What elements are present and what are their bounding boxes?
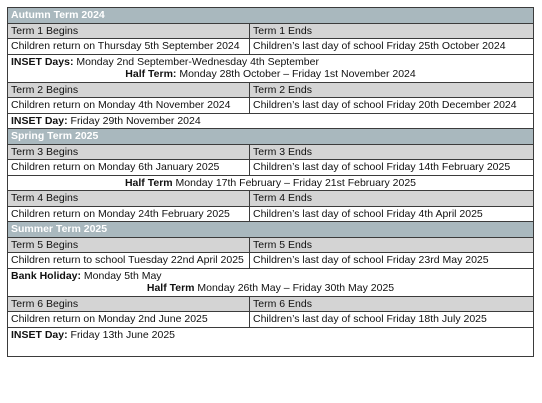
autumn-half-term-note [11,68,530,81]
term-2-ends-label: Term 2 Ends [250,82,534,98]
bank-holiday-text: Monday 5th May [81,269,162,282]
term-5-ends-date: Children’s last day of school Friday 23rd May 2025 [250,253,534,269]
summer-term-title: Summer Term 2025 [8,222,534,238]
half-term-label: Half Term: [125,68,177,80]
summer-notes-cell [8,268,534,296]
inset-day-label: INSET Day: [11,114,68,127]
autumn-inset-day-row [8,113,534,129]
term-5-ends-label: Term 5 Ends [250,237,534,253]
term-6-header-row [8,296,534,312]
summer-inset-day-row [8,327,534,357]
term-4-header-row [8,191,534,207]
bank-holiday-label: Bank Holiday: [11,269,82,282]
summer-inset-day-note [8,327,534,357]
term-3-header-row [8,144,534,160]
autumn-inset-day-note [8,113,534,129]
term-3-begins-label: Term 3 Begins [8,144,250,160]
term-5-dates-row [8,253,534,269]
half-term-label: Half Term [124,176,173,189]
term-1-begins-label: Term 1 Begins [8,23,250,39]
autumn-term-header-row [8,8,534,24]
term-1-ends-date: Children’s last day of school Friday 25th October 2024 [250,39,534,55]
autumn-notes-cell [8,54,534,82]
term-2-begins-date: Children return on Monday 4th November 2024 [8,98,250,114]
blank-space [11,341,530,355]
term-4-begins-date: Children return on Monday 24th February 2025 [8,206,250,222]
inset-day-text: Friday 29th November 2024 [67,114,201,127]
term-6-ends-label: Term 6 Ends [250,296,534,312]
inset-days-label: INSET Days: [11,55,74,68]
term-2-ends-date: Children’s last day of school Friday 20th December 2024 [250,98,534,114]
term-3-dates-row [8,160,534,176]
term-6-dates-row [8,312,534,328]
term-1-dates-row [8,39,534,55]
term-4-dates-row [8,206,534,222]
term-3-begins-date: Children return on Monday 6th January 2025 [8,160,250,176]
spring-half-term-note [8,175,534,191]
half-term-label: Half Term [146,282,195,294]
term-dates-container [7,7,533,357]
summer-bank-half-row [8,268,534,296]
inset-day-label: INSET Day: [11,328,68,341]
term-1-ends-label: Term 1 Ends [250,23,534,39]
bank-holiday-note [11,270,530,283]
autumn-term-title: Autumn Term 2024 [8,8,534,24]
inset-days-text: Monday 2nd September-Wednesday 4th September [73,55,319,68]
inset-day-text: Friday 13th June 2025 [67,328,176,341]
term-4-begins-label: Term 4 Begins [8,191,250,207]
term-6-begins-label: Term 6 Begins [8,296,250,312]
spring-term-title: Spring Term 2025 [8,129,534,145]
term-1-header-row [8,23,534,39]
term-dates-table [7,7,534,357]
term-6-ends-date: Children’s last day of school Friday 18th July 2025 [250,312,534,328]
half-term-text: Monday 17th February – Friday 21st February 2025 [172,176,417,189]
term-5-begins-label: Term 5 Begins [8,237,250,253]
term-4-ends-label: Term 4 Ends [250,191,534,207]
summer-half-term-note [11,282,530,295]
spring-term-header-row [8,129,534,145]
term-3-ends-label: Term 3 Ends [250,144,534,160]
term-1-begins-date: Children return on Thursday 5th September 2024 [8,39,250,55]
spring-half-term-row [8,175,534,191]
term-2-header-row [8,82,534,98]
term-3-ends-date: Children’s last day of school Friday 14th February 2025 [250,160,534,176]
term-5-begins-date: Children return to school Tuesday 22nd April 2025 [8,253,250,269]
summer-term-header-row [8,222,534,238]
half-term-text: Monday 26th May – Friday 30th May 2025 [194,282,395,294]
autumn-inset-days-note [11,56,530,69]
term-2-begins-label: Term 2 Begins [8,82,250,98]
half-term-text: Monday 28th October – Friday 1st November 2024 [176,68,416,80]
term-2-dates-row [8,98,534,114]
autumn-inset-half-row [8,54,534,82]
term-5-header-row [8,237,534,253]
term-6-begins-date: Children return on Monday 2nd June 2025 [8,312,250,328]
term-4-ends-date: Children’s last day of school Friday 4th April 2025 [250,206,534,222]
